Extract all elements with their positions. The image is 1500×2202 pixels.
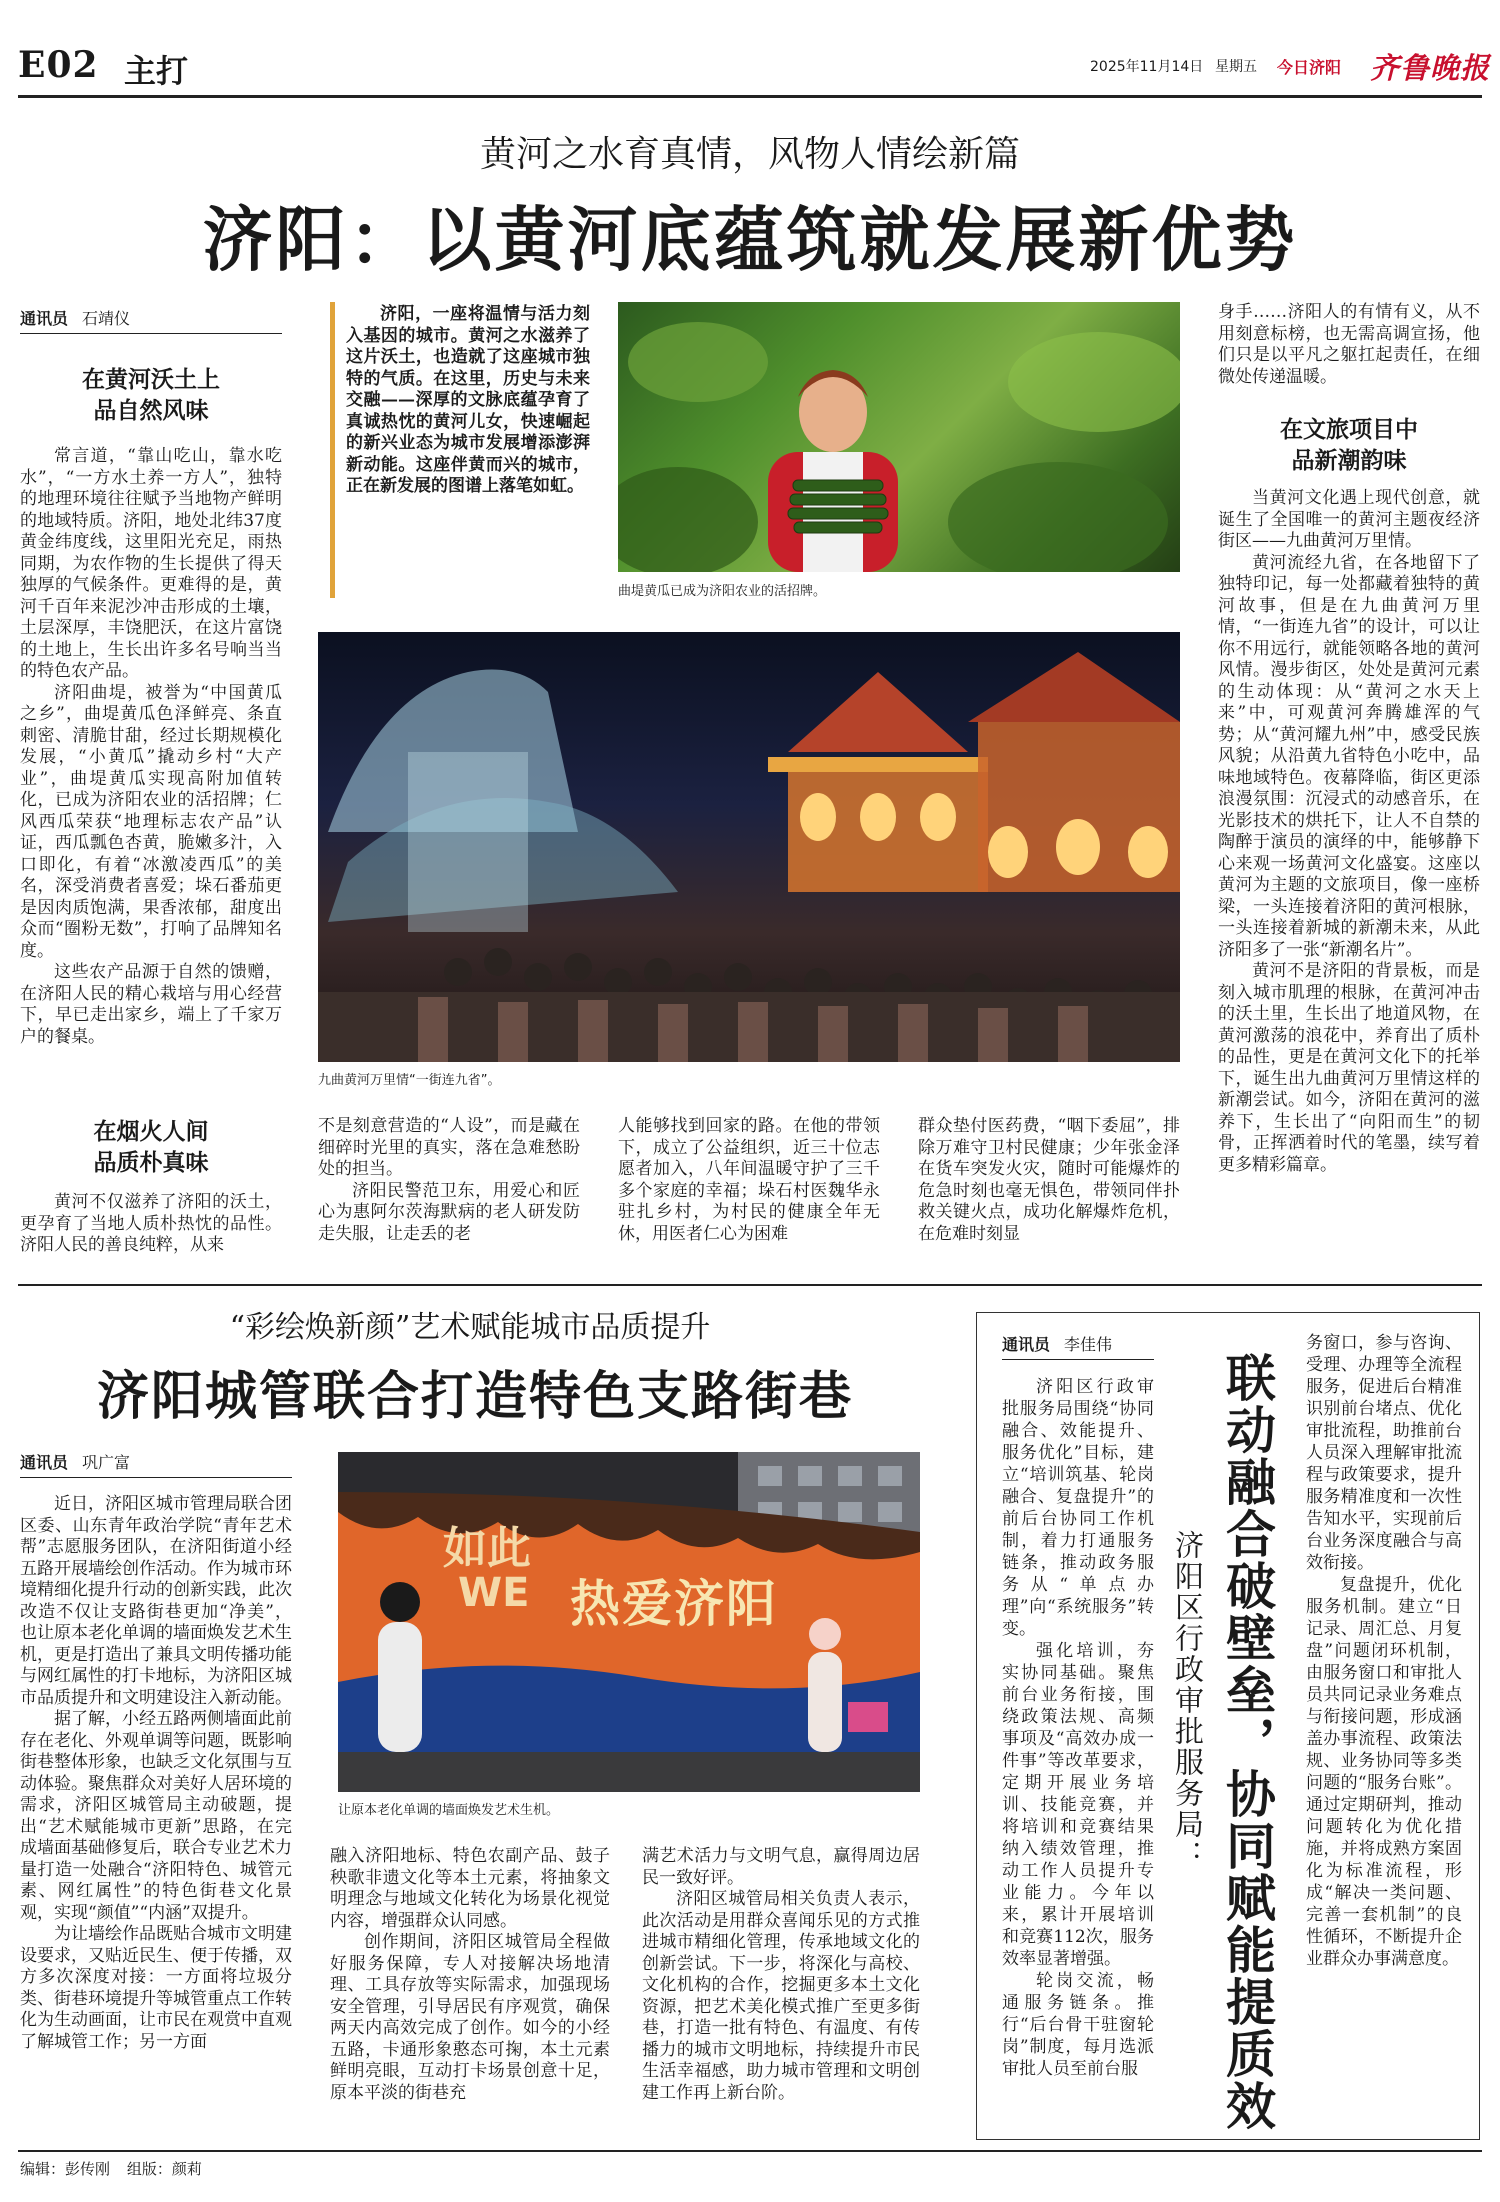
byline-role: 通讯员 <box>1002 1335 1051 1354</box>
designer-name: 颜莉 <box>171 2160 202 2178</box>
story3-col1-text: 济阳区行政审批服务局围绕“协同融合、效能提升、服务优化”目标，建立“培训筑基、轮岗融合、复盘提升”的前后台协同工作机制，着力打通服务链条，推动政务服务从“单点办理”向“系统服务”转变。 强化培训，夯实协同基础。聚焦前台业务衔接，围绕政策法规、高频事项及“高效办成一件事”等改革要求，定期开展业务培训、技能竞赛，并将培训和竞赛结果纳入绩效管理，推动工作人员提升专业能力。今年以来，累计开展培训和竞赛112次，服务效率显著增强。 轮岗交流，畅通服务链条。推行“后台骨干驻窗轮岗”制度，每月选派审批人员至前台服 <box>1002 1377 1154 2079</box>
story2-kicker: “彩绘焕新颜”艺术赋能城市品质提升 <box>229 1310 711 1345</box>
story1-headline: 济阳：以黄河底蕴筑就发展新优势 <box>202 198 1298 281</box>
story1-col1-text: 常言道，“靠山吃山，靠水吃水”，“一方水土养一方人”，独特的地理环境往往赋予当地物产鲜明的地域特质。济阳，地处北纬37度黄金纬度线，这里阳光充足，雨热同期，为农作物的生长提供了得天独厚的气候条件。更难得的是，黄河千百年来泥沙冲击形成的土壤，土层深厚，丰饶肥沃，在这片富饶的土地上，生长出许多名号响当当的特色农产品。 济阳曲堤，被誉为“中国黄瓜之乡”，曲堤黄瓜色泽鲜亮、条直刺密、清脆甘甜，经过长期规模化发展，“小黄瓜”撬动乡村“大产业”，曲堤黄瓜实现高附加值转化，已成为济阳农业的活招牌；仁风西瓜荣获“地理标志农产品”认证，西瓜瓢色杏黄，脆嫩多汁，入口即化，有着“冰激凌西瓜”的美名，深受消费者喜爱；垛石番茄更是因肉质饱满，果香浓郁，甜度出众而“圈粉无数”，打响了品牌知名度。 这些农产品源于自然的馈赠，在济阳人民的精心栽培与用心经营下，早已走出家乡，端上了千家万户的餐桌。 <box>20 446 282 1047</box>
story1-bottom-rule <box>18 1284 1482 1286</box>
header-rule <box>18 95 1482 98</box>
section-name: 主打 <box>124 52 189 90</box>
story1-right-text-b: 当黄河文化遇上现代创意，就诞生了全国唯一的黄河主题夜经济街区——九曲黄河万里情。 黄河流经九省，在各地留下了独特印记，每一处都藏着独特的黄河故事，但是在九曲黄河万里情，“一街连九省”的设计，可以让你不用远行，就能领略各地的黄河风情。漫步街区，处处是黄河元素的生动体现：从“黄河之水天上来”中，可观黄河奔腾雄浑的气势；从“黄河耀九州”中，感受民族风貌；从沿黄九省特色小吃中，品味地域特色。夜幕降临，街区更添浪漫氛围：沉浸式的动感音乐，在光影技术的烘托下，让人不自禁的陶醉于演员的演绎的中，能够静下心来观一场黄河文化盛宴。这座以黄河为主题的文旅项目，像一座桥梁，一头连接着济阳的黄河根脉，一头连接着新城的新潮未来，从此济阳多了一张“新潮名片”。 黄河不是济阳的背景板，而是刻入城市肌理的根脉，在黄河冲击的沃土里，生长出了地道风物，在黄河激荡的浪花中，养育出了质朴的品性，更是在黄河文化下的托举下，诞生出九曲黄河万里情这样的新潮尝试。如今，济阳在黄河的滋养下，生长出了“向阳而生”的韧骨，正挥洒着时代的笔墨，续写着更多精彩篇章。 <box>1218 488 1480 1175</box>
story3-byline <box>1002 1332 1154 1360</box>
story1-col1b-text: 黄河不仅滋养了济阳的沃土，更孕育了当地人质朴热忱的品性。济阳人民的善良纯粹，从来 <box>20 1192 282 1255</box>
footer-rule <box>18 2150 1482 2152</box>
story1-col4-text: 群众垫付医药费，“咽下委屈”，排除万难守卫村民健康；少年张金泽在货车突发火灾，随时可能爆炸的危急时刻也毫无惧色，带领同伴扑救关键火点，成功化解爆炸危机，在危难时刻显 <box>918 1116 1180 1244</box>
story2-col1-text: 近日，济阳区城市管理局联合团区委、山东青年政治学院“青年艺术帮”志愿服务团队，在济阳街道小经五路开展墙绘创作活动。作为城市环境精细化提升行动的创新实践，此次改造不仅让支路街巷更加“净美”，也让原本老化单调的墙面焕发艺术生机，更是打造出了兼具文明传播功能与网红属性的打卡地标，为济阳区城市品质提升和文明建设注入新动能。 据了解，小经五路两侧墙面此前存在老化、外观单调等问题，既影响街巷整体形象，也缺乏文化氛围与互动体验。聚焦群众对美好人居环境的需求，济阳区城管局主动破题，提出“艺术赋能城市更新”思路，在完成墙面基础修复后，联合专业艺术力量打造一处融合“济阳特色、城管元素、网红属性”的特色街巷文化景观，实现“颜值”“内涵”双提升。 为让墙绘作品既贴合城市文明建设要求，又贴近民生、便于传播，双方多次深度对接：一方面将垃圾分类、街巷环境提升等城管重点工作转化为生动画面，让市民在观赏中直观了解城管工作；另一方面 <box>20 1494 292 2052</box>
mural-text-1: 如此 <box>443 1523 531 1574</box>
story1-col3-text: 人能够找到回家的路。在他的带领下，成立了公益组织，近三十位志愿者加入，八年间温暖守护了三千多个家庭的幸福；垛石村医魏华永驻扎乡村，为村民的健康全年无休，用医者仁心为困难 <box>618 1116 880 1244</box>
issue-weekday: 星期五 <box>1215 59 1257 75</box>
lead-accent-bar <box>330 302 335 598</box>
night-street-photo <box>318 632 1180 1062</box>
story2-headline: 济阳城管联合打造特色支路街巷 <box>96 1366 853 1427</box>
story3-headline: 联动融合破壁垒，协同赋能提质效 <box>1218 1352 1277 2132</box>
story1-subhead-1: 在黄河沃土上 品自然风味 <box>82 366 220 424</box>
story3-col2-text: 务窗口，参与咨询、受理、办理等全流程服务，促进后台精准识别前台堵点、优化审批流程，助推前台人员深入理解审批流程与政策要求，提升服务精准度和一次性告知水平，实现前后台业务深度融合与高效衔接。 复盘提升，优化服务机制。建立“日记录、周汇总、月复盘”问题闭环机制，由服务窗口和审批人员共同记录业务难点与衔接问题，形成涵盖办事流程、政策法规、业务协同等多类问题的“服务台账”。通过定期研判，推动问题转化为优化措施，并将成熟方案固化为标准流程，形成“解决一类问题、完善一套机制”的良性循环，不断提升企业群众办事满意度。 <box>1306 1333 1462 1969</box>
editor-name: 彭传刚 <box>65 2160 111 2178</box>
mural-photo-caption: 让原本老化单调的墙面焕发艺术生机。 <box>338 1803 560 1818</box>
footer-credits: 编辑：彭传刚 组版：颜莉 <box>20 2160 202 2178</box>
cucumber-photo <box>618 302 1180 572</box>
story1-subhead-3: 在文旅项目中 品新潮韵味 <box>1280 416 1418 474</box>
story1-byline <box>20 306 282 334</box>
cucumber-photo-caption: 曲堤黄瓜已成为济阳农业的活招牌。 <box>618 584 827 599</box>
mural-photo <box>338 1452 920 1792</box>
issue-date: 2025年11月14日 <box>1090 59 1204 75</box>
story1-kicker: 黄河之水育真情，风物人情绘新篇 <box>479 134 1020 175</box>
byline-name: 李佳伟 <box>1064 1335 1113 1354</box>
cucumber-farmer-illustration <box>618 302 1180 572</box>
mural-text-3: 热爱济阳 <box>570 1574 778 1633</box>
story3-kicker: 济阳区行政审批服务局： <box>1171 1530 1205 1871</box>
story2-col2-text: 融入济阳地标、特色农副产品、鼓子秧歌非遗文化等本土元素，将抽象文明理念与地域文化转化为场景化视觉内容，增强群众认同感。 创作期间，济阳区城管局全程做好服务保障，专人对接解决场地清理、工具存放等实际需求，加强现场安全管理，引导居民有序观赏，确保两天内高效完成了创作。如今的小经五路，卡通形象憨态可掬，本土元素鲜明亮眼，互动打卡场景创意十足，原本平淡的街巷充 <box>330 1846 610 2103</box>
story2-col3-text: 满艺术活力与文明气息，赢得周边居民一致好评。 济阳区城管局相关负责人表示，此次活动是用群众喜闻乐见的方式推进城市精细化管理，传承地域文化的创新尝试。下一步，将深化与高校、文化机构的合作，挖掘更多本土文化资源，把艺术美化模式推广至更多街巷，打造一批有特色、有温度、有传播力的城市文明地标，持续提升市民生活幸福感，助力城市管理和文明创建工作再上新台阶。 <box>642 1846 920 2103</box>
night-street-illustration <box>318 632 1180 1062</box>
story2-byline <box>20 1450 292 1478</box>
story1-subhead-2: 在烟火人间 品质朴真味 <box>93 1118 209 1176</box>
paper-logo: 齐鲁晚报 <box>1370 51 1491 85</box>
story1-lead: 济阳，一座将温情与活力刻入基因的城市。黄河之水滋养了这片沃土，也造就了这座城市独特的气质。在这里，历史与未来交融——深厚的文脉底蕴孕育了真诚热忱的黄河儿女，快速崛起的新兴业态为城市发展增添澎湃新动能。这座伴黄而兴的城市，正在新发展的图谱上落笔如虹。 <box>346 304 590 496</box>
night-street-photo-caption: 九曲黄河万里情“一街连九省”。 <box>318 1073 501 1088</box>
story1-col2-text: 不是刻意营造的“人设”，而是藏在细碎时光里的真实，落在急难愁盼处的担当。 济阳民警范卫东，用爱心和匠心为惠阿尔茨海默病的老人研发防走失服，让走丢的老 <box>318 1116 580 1244</box>
byline-name: 巩广富 <box>82 1453 131 1472</box>
byline-role: 通讯员 <box>20 309 69 328</box>
byline-role: 通讯员 <box>20 1453 69 1472</box>
page-number: E02 <box>18 44 99 86</box>
column-name: 今日济阳 <box>1277 58 1342 77</box>
byline-name: 石靖仪 <box>82 309 131 328</box>
story1-right-text-a: 身手……济阳人的有情有义，从不用刻意标榜，也无需高调宣扬，他们只是以平凡之躯扛起责任，在细微处传递温暖。 <box>1218 302 1480 387</box>
mural-text-2: WE <box>458 1570 530 1616</box>
page-header <box>0 0 1500 100</box>
